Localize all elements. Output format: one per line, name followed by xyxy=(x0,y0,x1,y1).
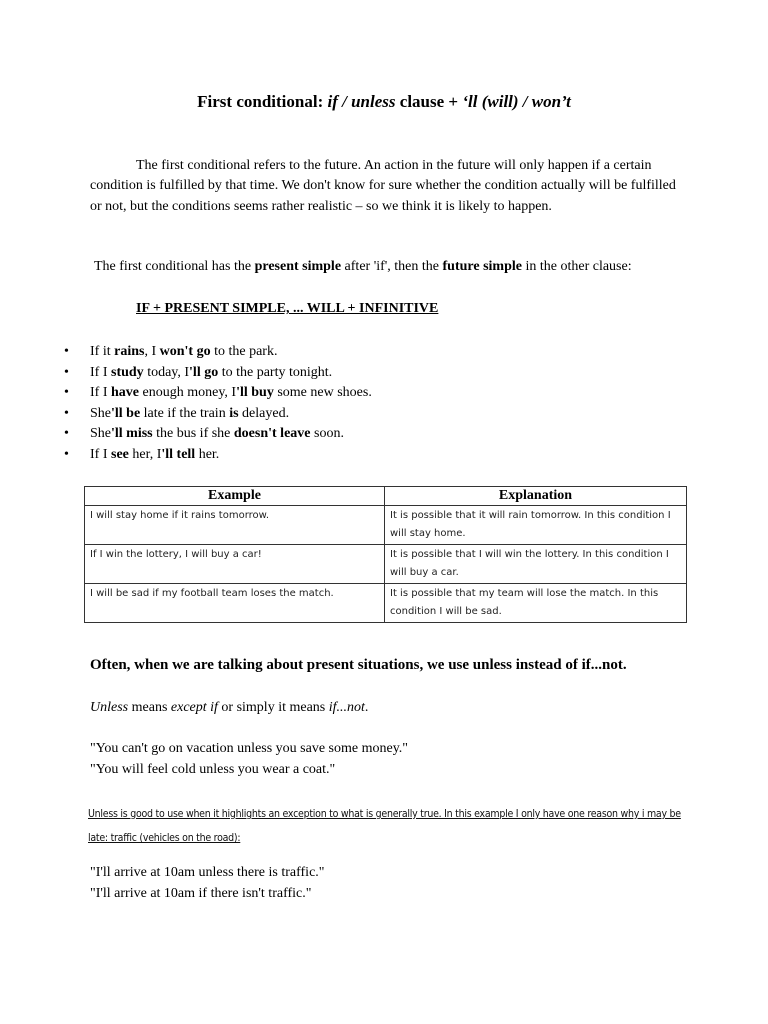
example-text: If I xyxy=(90,446,111,462)
bullet-icon: • xyxy=(64,446,69,462)
example-bold: 'll buy xyxy=(236,385,274,401)
bullet-icon: • xyxy=(64,426,69,442)
example-text: the bus if she xyxy=(152,426,234,442)
table-cell: I will be sad if my football team loses the match. xyxy=(85,584,385,623)
meaning-italic: if...not xyxy=(328,700,365,715)
example-bold: 'll go xyxy=(189,364,219,380)
list-item xyxy=(62,383,372,404)
unless-word: Unless xyxy=(90,700,129,715)
table-row xyxy=(85,584,687,623)
list-item xyxy=(62,424,372,445)
meaning-text: or simply it means xyxy=(217,700,329,715)
example-bold: 'll tell xyxy=(161,446,196,462)
table-header-example: Example xyxy=(85,487,385,506)
page-title xyxy=(0,92,768,112)
table-cell: If I win the lottery, I will buy a car! xyxy=(85,545,385,584)
quote-line: "You will feel cold unless you wear a coat." xyxy=(90,762,336,777)
table-cell: It is possible that it will rain tomorrow. In this condition I will stay home. xyxy=(385,506,687,545)
quote-line: "I'll arrive at 10am unless there is traffic." xyxy=(90,865,325,880)
example-bold: is xyxy=(229,405,239,421)
example-bold: doesn't leave xyxy=(233,426,311,442)
meaning-text: . xyxy=(364,700,369,715)
example-text: If I xyxy=(90,385,111,401)
table-cell: I will stay home if it rains tomorrow. xyxy=(85,506,385,545)
bullet-icon: • xyxy=(64,405,69,421)
title-prefix: First conditional: xyxy=(197,92,328,111)
example-text: delayed. xyxy=(238,405,290,421)
table-cell: It is possible that I will win the lottery. In this condition I will buy a car. xyxy=(385,545,687,584)
title-if-unless: if / unless xyxy=(327,92,396,111)
example-text: If I xyxy=(90,364,111,380)
example-text: , I xyxy=(144,344,160,359)
example-bold: won't go xyxy=(159,344,211,359)
structure-text: after 'if', then the xyxy=(341,259,443,274)
example-bold: have xyxy=(111,385,139,401)
example-text: to the park. xyxy=(210,344,278,359)
example-text: late if the train xyxy=(140,405,230,421)
bullet-icon: • xyxy=(64,344,69,359)
title-will: ‘ll (will) / won’t xyxy=(462,92,571,111)
example-bold: rains xyxy=(114,344,145,359)
example-bold: 'll miss xyxy=(111,426,153,442)
example-text: She xyxy=(90,405,111,421)
quote-line: "I'll arrive at 10am if there isn't traffic." xyxy=(90,886,312,901)
structure-sentence xyxy=(94,259,632,275)
formula: IF + PRESENT SIMPLE, ... WILL + INFINITIVE xyxy=(136,301,439,316)
example-text: enough money, I xyxy=(139,385,237,401)
example-bold: 'll be xyxy=(111,405,141,421)
meaning-italic: except if xyxy=(170,700,218,715)
table-row xyxy=(85,545,687,584)
table-cell: It is possible that my team will lose the match. In this condition I will be sad. xyxy=(385,584,687,623)
unless-meaning xyxy=(90,700,368,716)
bullet-icon: • xyxy=(64,385,69,401)
title-middle: clause + xyxy=(395,92,463,111)
table-header-explanation: Explanation xyxy=(385,487,687,506)
example-text: to the party tonight. xyxy=(218,364,333,380)
structure-bold: future simple xyxy=(442,259,522,274)
example-list xyxy=(62,342,372,466)
list-item xyxy=(62,342,372,363)
example-bold: see xyxy=(111,446,129,462)
quote-line: "You can't go on vacation unless you save some money." xyxy=(90,741,409,756)
example-text: If it xyxy=(90,344,115,359)
meaning-text: means xyxy=(128,700,171,715)
list-item xyxy=(62,363,372,384)
handwritten-note: Unless is good to use when it highlights an exception to what is generally true. In this example I only have one reason why i may be late: traffic (vehicles on the road): xyxy=(88,807,681,844)
example-text: She xyxy=(90,426,111,442)
structure-text: The first conditional has the xyxy=(94,259,255,274)
example-text: her. xyxy=(195,446,220,462)
example-text: her, I xyxy=(128,446,162,462)
structure-bold: present simple xyxy=(254,259,342,274)
bullet-icon: • xyxy=(64,364,69,380)
table-row xyxy=(85,506,687,545)
list-item xyxy=(62,445,372,466)
intro-paragraph: The first conditional refers to the future. An action in the future will only happen if a certain condition is fulfilled by that time. We don't know for sure whether the condition actually will be fulfilled or not, but the conditions seems rather realistic – so we think it is likely to happen. xyxy=(90,158,676,214)
list-item xyxy=(62,404,372,425)
example-bold: study xyxy=(111,364,144,380)
example-text: soon. xyxy=(310,426,344,442)
example-table xyxy=(84,486,687,623)
example-text: some new shoes. xyxy=(273,385,372,401)
example-text: today, I xyxy=(143,364,190,380)
structure-text: in the other clause: xyxy=(521,259,632,274)
unless-heading: Often, when we are talking about present situations, we use unless instead of if...not. xyxy=(90,657,627,673)
table-header-row xyxy=(85,487,687,506)
